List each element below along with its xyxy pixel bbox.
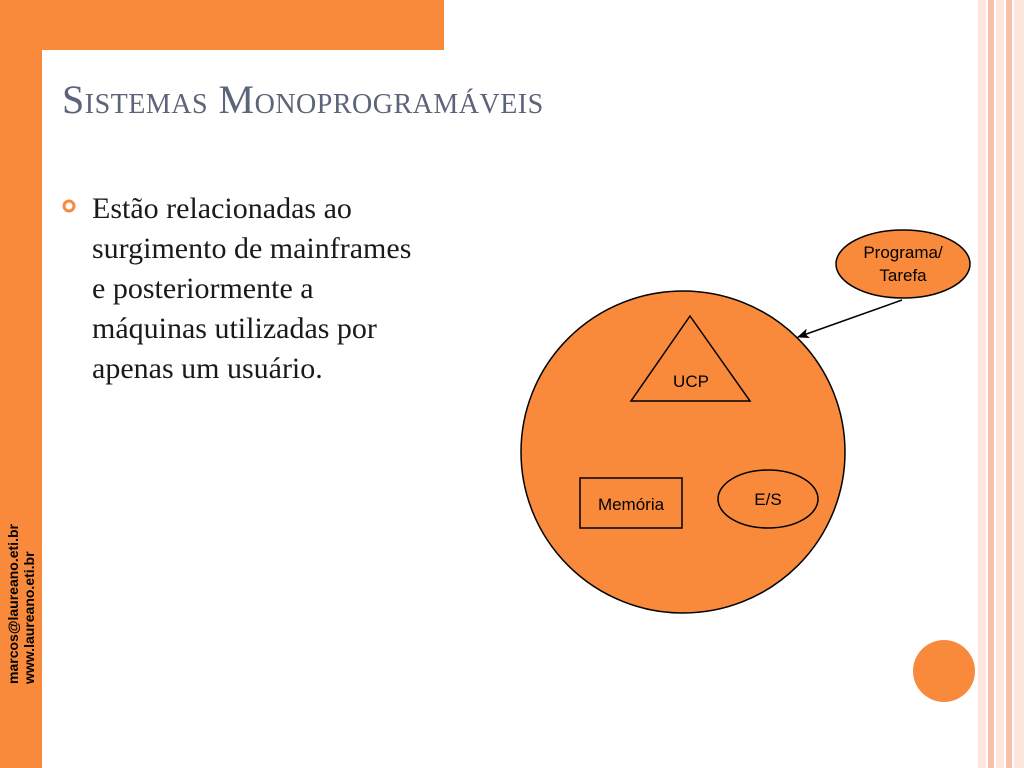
bullet-line: apenas um usuário. xyxy=(92,352,323,385)
program-task-ellipse xyxy=(836,230,970,298)
program-to-system-arrow xyxy=(798,300,902,337)
contact-website: www.laureano.eti.br xyxy=(21,551,37,684)
contact-email: marcos@laureano.eti.br xyxy=(5,524,21,684)
slide-title: Sistemas Monoprogramáveis xyxy=(62,77,544,122)
cpu-label: UCP xyxy=(673,372,709,391)
bullet-line: Estão relacionadas ao xyxy=(92,192,352,225)
program-task-label-line1: Programa/ xyxy=(863,243,943,262)
memory-label: Memória xyxy=(597,495,665,514)
decorative-circle xyxy=(913,640,975,702)
bullet-line: surgimento de mainframes xyxy=(92,232,412,265)
bullet-line: máquinas utilizadas por xyxy=(92,312,377,345)
bullet-line: e posteriormente a xyxy=(92,272,314,305)
program-task-label-line2: Tarefa xyxy=(879,266,927,285)
io-label: E/S xyxy=(754,490,782,509)
